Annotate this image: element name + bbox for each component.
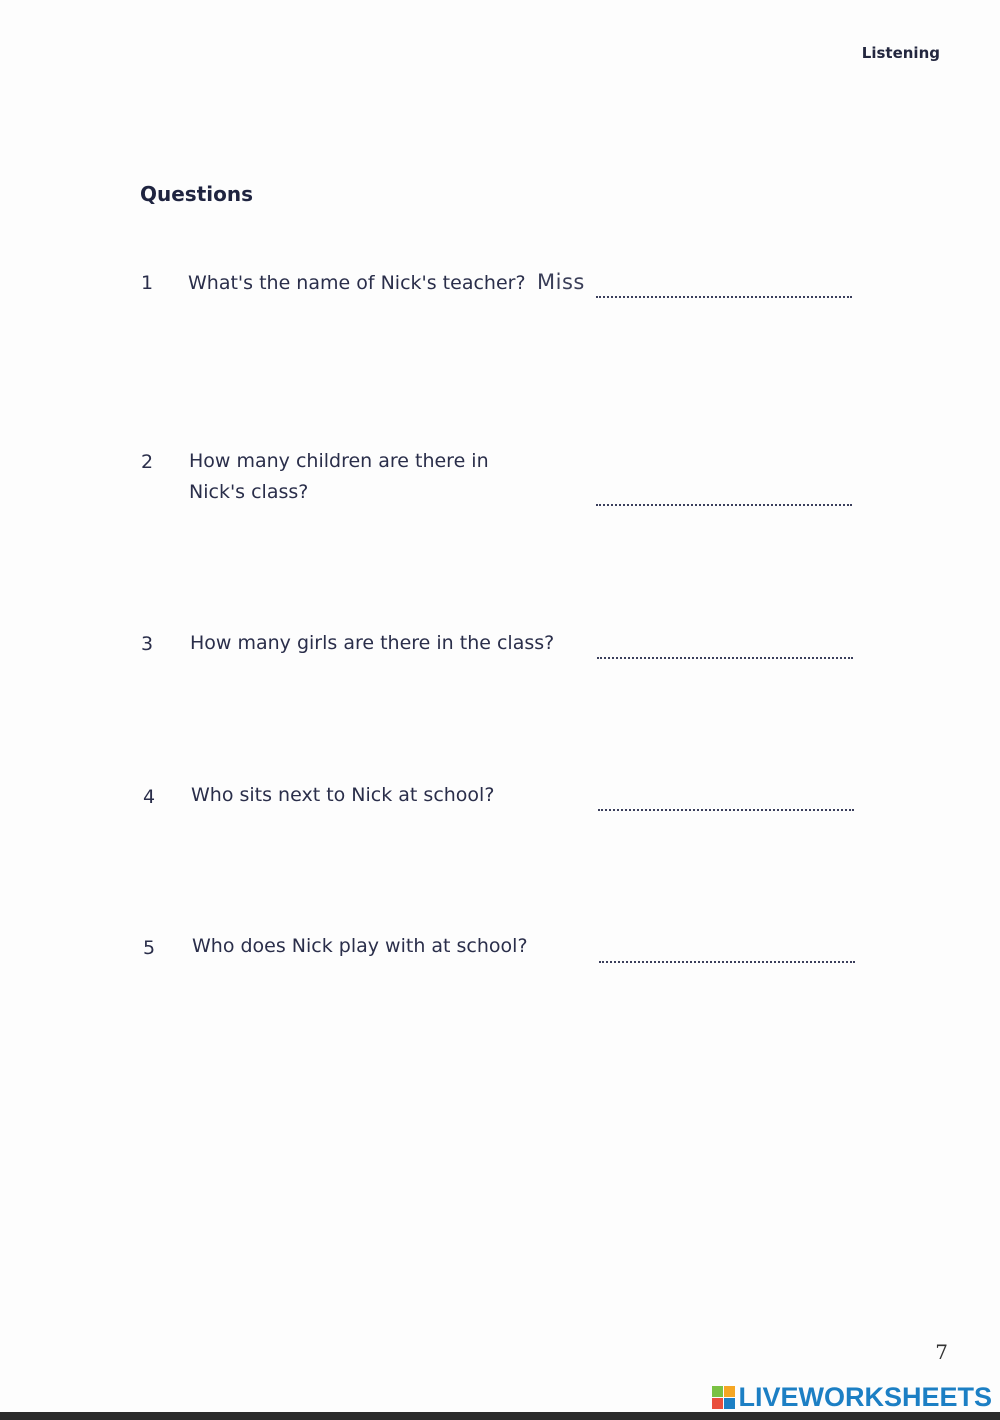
page-number: 7 [935,1340,948,1364]
question-text: Who sits next to Nick at school? [191,784,495,806]
question-number: 4 [143,786,156,808]
question-number: 1 [141,272,154,294]
questions-title: Questions [140,182,254,206]
logo-block [724,1386,735,1397]
footer-strip [0,1412,1000,1420]
question-text: How many girls are there in the class? [190,632,555,654]
question-number: 3 [141,633,154,655]
question-text: What's the name of Nick's teacher? [188,272,526,294]
answer-input-2[interactable] [596,480,852,506]
question-number: 2 [141,451,154,473]
answer-input-5[interactable] [599,937,855,963]
answer-prefix: Miss [537,270,585,294]
logo-block [724,1398,735,1409]
question-text: Who does Nick play with at school? [192,935,528,957]
logo-block [712,1398,723,1409]
logo-block [712,1386,723,1397]
answer-input-3[interactable] [597,633,853,659]
logo-icon [712,1386,735,1409]
section-header: Listening [861,44,940,62]
answer-input-4[interactable] [598,785,854,811]
liveworksheets-logo[interactable] [712,1382,992,1413]
logo-text: LIVEWORKSHEETS [738,1382,992,1412]
question-number: 5 [143,937,156,959]
answer-input-1[interactable] [596,272,852,298]
question-text: How many children are there in Nick's class? [189,450,489,503]
